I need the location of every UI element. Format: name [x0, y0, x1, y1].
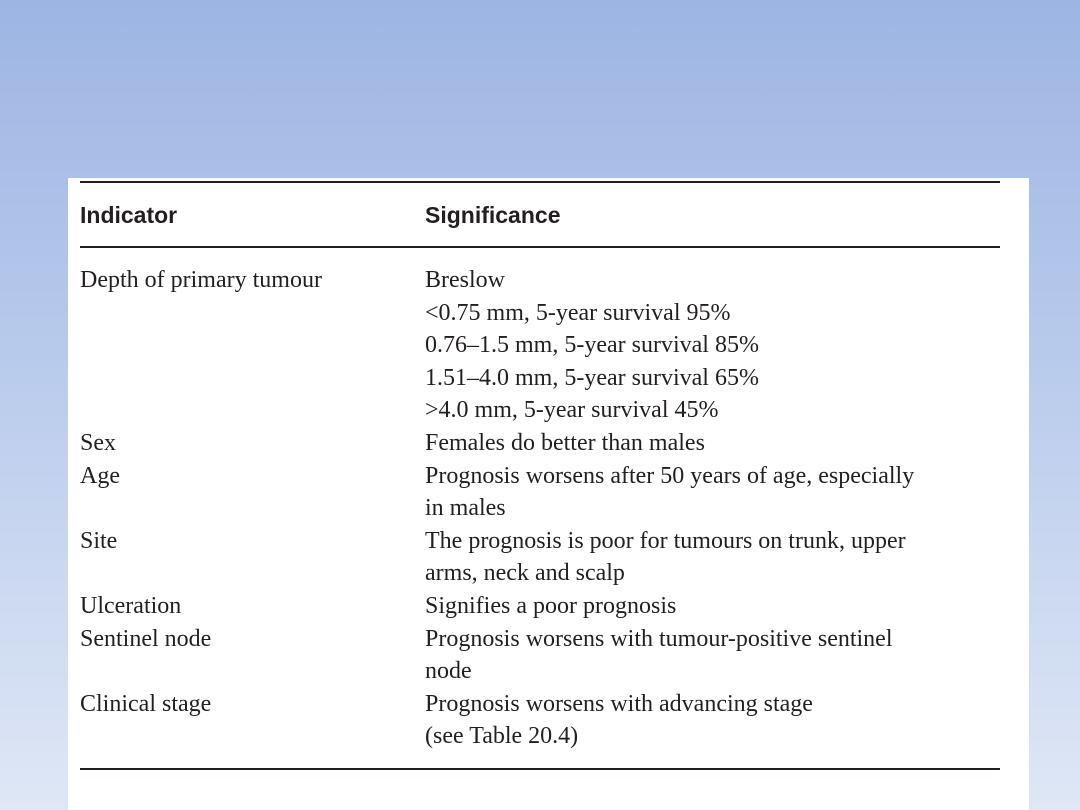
indicator-cell: Clinical stage [80, 690, 212, 717]
significance-line: node [425, 658, 472, 685]
significance-line: Prognosis worsens with tumour-positive sentinel [425, 625, 893, 652]
significance-line: 0.76–1.5 mm, 5-year survival 85% [425, 332, 759, 359]
significance-line: Signifies a poor prognosis [425, 592, 677, 619]
indicator-cell: Depth of primary tumour [80, 267, 322, 293]
indicator-cell: Ulceration [80, 592, 182, 619]
significance-line: Prognosis worsens with advancing stage [425, 690, 813, 717]
table-row [80, 460, 1005, 525]
indicator-cell: Sentinel node [80, 625, 212, 652]
significance-line: 1.51–4.0 mm, 5-year survival 65% [425, 364, 759, 391]
header-significance: Significance [425, 202, 561, 228]
significance-line: <0.75 mm, 5-year survival 95% [425, 299, 731, 326]
significance-cell [425, 623, 1005, 688]
indicator-cell: Sex [80, 429, 116, 456]
significance-cell [425, 264, 1005, 427]
table-header-rule [80, 246, 1000, 248]
table-row [80, 590, 1005, 623]
prognosis-table [68, 178, 1029, 810]
significance-cell [425, 590, 1005, 623]
significance-cell [425, 688, 1005, 753]
significance-line: Prognosis worsens after 50 years of age, especially [425, 462, 915, 489]
header-indicator: Indicator [80, 202, 178, 228]
table-row [80, 688, 1005, 753]
table-row [80, 623, 1005, 688]
significance-line: (see Table 20.4) [425, 723, 579, 750]
significance-line: Breslow [425, 267, 505, 293]
indicator-cell: Age [80, 462, 120, 489]
significance-line: arms, neck and scalp [425, 560, 625, 587]
significance-line: The prognosis is poor for tumours on trunk, upper [425, 527, 906, 554]
significance-cell [425, 427, 1005, 460]
significance-line: in males [425, 495, 506, 522]
significance-line: >4.0 mm, 5-year survival 45% [425, 397, 719, 424]
table-top-rule [80, 181, 1000, 183]
significance-cell [425, 460, 1005, 525]
indicator-cell: Site [80, 527, 118, 554]
table-row [80, 427, 1005, 460]
table-row [80, 264, 1005, 427]
table-row [80, 525, 1005, 590]
table-body [80, 264, 1005, 753]
significance-cell [425, 525, 1005, 590]
table-bottom-rule [80, 768, 1000, 770]
significance-line: Females do better than males [425, 429, 705, 456]
